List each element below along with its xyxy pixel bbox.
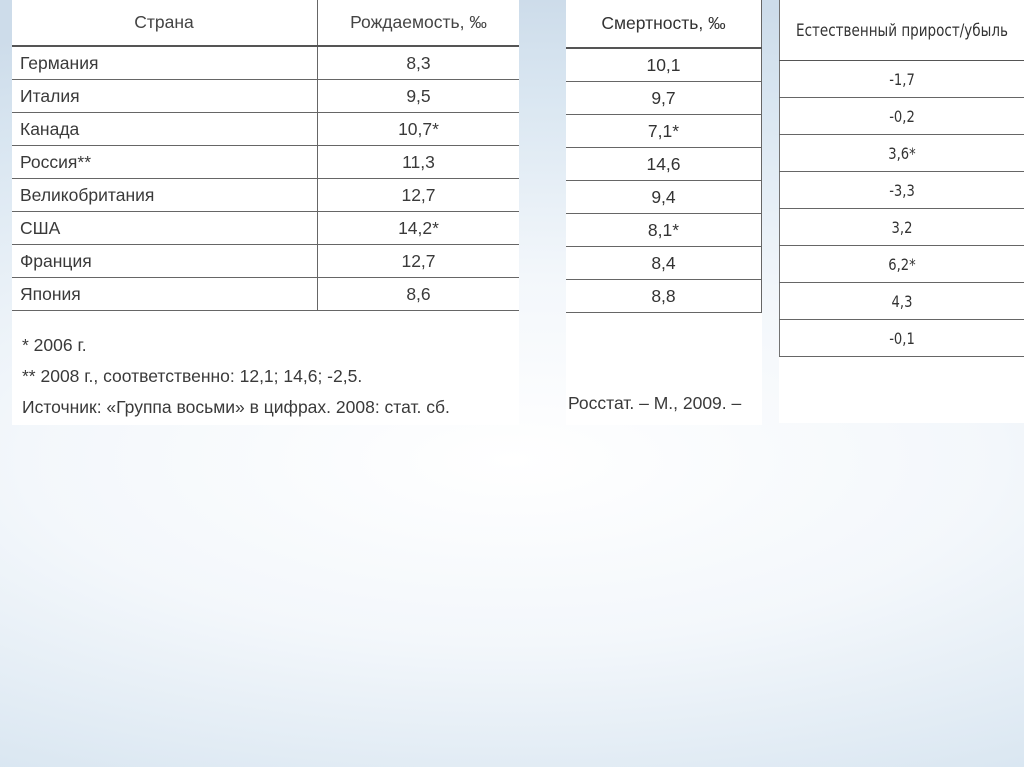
table-row — [12, 80, 519, 113]
table-row — [566, 280, 762, 313]
birth-rate-cell: 14,2* — [318, 212, 520, 245]
table-row — [12, 179, 519, 212]
table-row — [12, 146, 519, 179]
country-cell: Великобритания — [12, 179, 318, 212]
table-header-row — [779, 0, 1024, 61]
birth-rate-cell: 12,7 — [318, 245, 520, 278]
table-header-row — [566, 0, 762, 48]
column-header-country: Страна — [12, 0, 318, 46]
death-rate-cell: 8,4 — [566, 247, 762, 280]
footnote-2008: ** 2008 г., соответственно: 12,1; 14,6; -2,5. — [22, 366, 363, 386]
table-row — [12, 245, 519, 278]
country-cell: Канада — [12, 113, 318, 146]
table-row — [779, 283, 1024, 320]
natural-growth-cell: -0,2 — [779, 98, 1024, 135]
table-row — [566, 247, 762, 280]
natural-growth-cell: 3,6* — [779, 135, 1024, 172]
death-rate-cell: 9,7 — [566, 82, 762, 115]
country-cell: Россия** — [12, 146, 318, 179]
table-row — [566, 82, 762, 115]
footnote-2006: * 2006 г. — [22, 335, 87, 355]
table-row — [12, 46, 519, 80]
birth-rate-panel — [12, 0, 519, 425]
table-row — [779, 135, 1024, 172]
table-row — [12, 212, 519, 245]
table-row — [779, 172, 1024, 209]
source-continuation: Росстат. – М., 2009. – — [568, 393, 742, 413]
birth-rate-cell: 12,7 — [318, 179, 520, 212]
natural-growth-panel — [779, 0, 1024, 423]
birth-rate-cell: 8,3 — [318, 46, 520, 80]
table-row — [779, 320, 1024, 357]
death-rate-cell: 8,1* — [566, 214, 762, 247]
death-rate-cell: 14,6 — [566, 148, 762, 181]
natural-growth-cell: -1,7 — [779, 61, 1024, 98]
death-rate-cell: 9,4 — [566, 181, 762, 214]
birth-rate-table — [12, 0, 519, 311]
death-rate-cell: 8,8 — [566, 280, 762, 313]
natural-growth-cell: -0,1 — [779, 320, 1024, 357]
table-header-row — [12, 0, 519, 46]
natural-growth-cell: 3,2 — [779, 209, 1024, 246]
table-row — [12, 113, 519, 146]
table-row — [779, 98, 1024, 135]
table-row — [566, 181, 762, 214]
country-cell: Франция — [12, 245, 318, 278]
table-row — [779, 61, 1024, 98]
table-row — [779, 246, 1024, 283]
death-rate-cell: 10,1 — [566, 48, 762, 82]
birth-rate-cell: 9,5 — [318, 80, 520, 113]
death-rate-cell: 7,1* — [566, 115, 762, 148]
column-header-natural-growth: Естественный прирост/убыль — [779, 0, 1024, 61]
birth-rate-cell: 8,6 — [318, 278, 520, 311]
country-cell: Япония — [12, 278, 318, 311]
country-cell: США — [12, 212, 318, 245]
table-row — [12, 278, 519, 311]
table-row — [566, 115, 762, 148]
column-header-death-rate: Смертность, ‰ — [566, 0, 762, 48]
table-row — [566, 148, 762, 181]
table-row — [566, 214, 762, 247]
table-row — [566, 48, 762, 82]
birth-rate-cell: 10,7* — [318, 113, 520, 146]
natural-growth-cell: 4,3 — [779, 283, 1024, 320]
natural-growth-table — [779, 0, 1024, 357]
column-header-birth-rate: Рождаемость, ‰ — [318, 0, 520, 46]
natural-growth-cell: 6,2* — [779, 246, 1024, 283]
table-footnotes — [22, 330, 450, 423]
footnote-source: Источник: «Группа восьми» в цифрах. 2008: стат. сб. — [22, 397, 450, 417]
death-rate-table — [566, 0, 762, 313]
death-rate-panel — [566, 0, 762, 425]
table-row — [779, 209, 1024, 246]
country-cell: Германия — [12, 46, 318, 80]
country-cell: Италия — [12, 80, 318, 113]
natural-growth-cell: -3,3 — [779, 172, 1024, 209]
birth-rate-cell: 11,3 — [318, 146, 520, 179]
